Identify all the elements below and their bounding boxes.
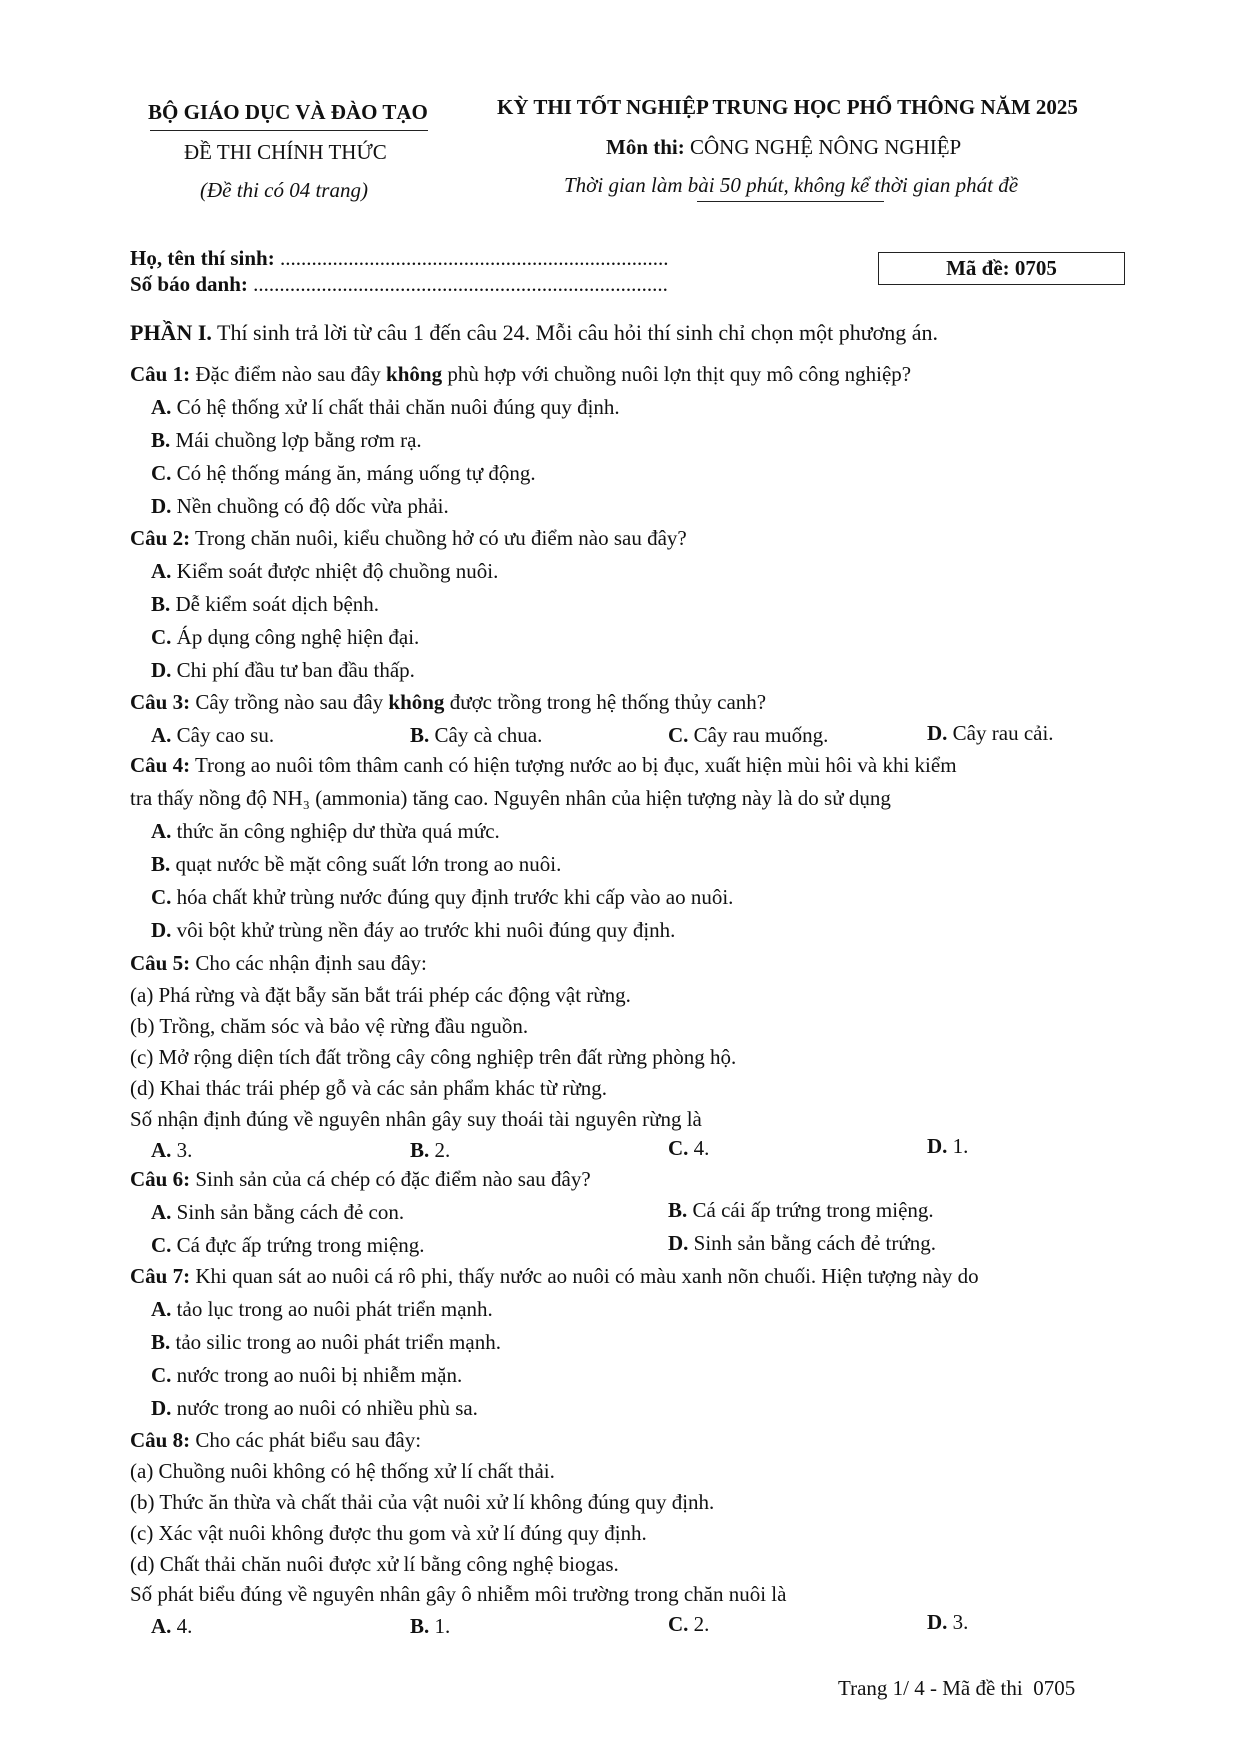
question-3 — [130, 690, 766, 715]
option-letter: D. — [151, 658, 172, 682]
option-letter: A. — [151, 395, 172, 419]
option-text: thức ăn công nghiệp dư thừa quá mức. — [176, 819, 500, 843]
option-text: tảo lục trong ao nuôi phát triển mạnh. — [176, 1297, 493, 1321]
option-text: Cây rau cải. — [952, 721, 1054, 745]
q3-option-d — [927, 721, 1054, 746]
q2-option-a — [151, 559, 498, 584]
question-label: Câu 1: — [130, 362, 191, 386]
option-text: nước trong ao nuôi bị nhiễm mặn. — [176, 1363, 463, 1387]
question-6 — [130, 1167, 591, 1192]
q8-option-a — [151, 1614, 192, 1639]
question-text: Cây trồng nào sau đây — [195, 690, 384, 714]
option-letter: A. — [151, 1297, 172, 1321]
exam-code-box — [878, 252, 1125, 285]
q6-option-c — [151, 1233, 425, 1258]
option-text: Mái chuồng lợp bằng rơm rạ. — [175, 428, 422, 452]
question-2 — [130, 526, 687, 551]
question-text: Khi quan sát ao nuôi cá rô phi, thấy nước ao nuôi có màu xanh nõn chuối. Hiện tượng này do — [195, 1264, 979, 1288]
q5-option-a — [151, 1138, 192, 1163]
option-text: 4. — [693, 1136, 710, 1160]
question-text: Cho các nhận định sau đây: — [195, 951, 427, 975]
q5-option-c — [668, 1136, 709, 1161]
option-letter: B. — [410, 1138, 430, 1162]
option-letter: D. — [668, 1231, 689, 1255]
question-label: Câu 6: — [130, 1167, 191, 1191]
question-text: Trong chăn nuôi, kiểu chuồng hở có ưu điểm nào sau đây? — [194, 526, 687, 550]
option-letter: C. — [151, 1233, 172, 1257]
exam-code-label: Mã đề: — [946, 256, 1010, 280]
q5-prompt: Số nhận định đúng về nguyên nhân gây suy thoái tài nguyên rừng là — [130, 1107, 702, 1131]
question-4-line2: tra thấy nồng độ NH₃ (ammonia) tăng cao. Nguyên nhân của hiện tượng này là do sử dụng — [130, 786, 891, 810]
candidate-id-dots: ............................................................................... — [253, 272, 668, 296]
question-5 — [130, 951, 427, 976]
option-text: 3. — [176, 1138, 193, 1162]
option-text: 1. — [434, 1614, 451, 1638]
q4-option-c — [151, 885, 733, 910]
option-text: hóa chất khử trùng nước đúng quy định trước khi cấp vào ao nuôi. — [176, 885, 734, 909]
option-letter: C. — [668, 1612, 689, 1636]
q7-option-c — [151, 1363, 462, 1388]
part1-heading — [130, 320, 938, 346]
question-label: Câu 8: — [130, 1428, 191, 1452]
option-text: 2. — [693, 1612, 710, 1636]
question-text: Đặc điểm nào sau đây — [195, 362, 381, 386]
question-label: Câu 2: — [130, 526, 191, 550]
exam-title: KỲ THI TỐT NGHIỆP TRUNG HỌC PHỔ THÔNG NĂM 2025 — [497, 95, 1078, 119]
option-letter: D. — [151, 918, 172, 942]
q8-option-d — [927, 1610, 968, 1635]
option-text: Chi phí đầu tư ban đầu thấp. — [176, 658, 415, 682]
q3-option-b — [410, 723, 542, 748]
option-letter: C. — [668, 1136, 689, 1160]
option-text: Kiểm soát được nhiệt độ chuồng nuôi. — [176, 559, 499, 583]
q1-option-d — [151, 494, 449, 519]
option-letter: B. — [151, 852, 171, 876]
option-letter: A. — [151, 723, 172, 747]
option-text: Cá đực ấp trứng trong miệng. — [176, 1233, 425, 1257]
option-letter: C. — [151, 625, 172, 649]
q8-prompt: Số phát biểu đúng về nguyên nhân gây ô nhiễm môi trường trong chăn nuôi là — [130, 1582, 787, 1606]
part1-title: PHẦN I. — [130, 320, 212, 345]
question-label: Câu 7: — [130, 1264, 191, 1288]
option-text: 4. — [176, 1614, 193, 1638]
q5-statement-a: (a) Phá rừng và đặt bẫy săn bắt trái phép các động vật rừng. — [130, 983, 631, 1007]
option-letter: D. — [927, 721, 948, 745]
question-text: phù hợp với chuồng nuôi lợn thịt quy mô công nghiệp? — [447, 362, 912, 386]
option-letter: B. — [410, 723, 430, 747]
option-text: Cá cái ấp trứng trong miệng. — [692, 1198, 934, 1222]
q4-option-d — [151, 918, 675, 943]
option-text: 1. — [952, 1134, 969, 1158]
q4-option-b — [151, 852, 561, 877]
q2-option-c — [151, 625, 419, 650]
option-letter: C. — [668, 723, 689, 747]
ministry-name: BỘ GIÁO DỤC VÀ ĐÀO TẠO — [148, 100, 428, 124]
option-text: Sinh sản bằng cách đẻ trứng. — [693, 1231, 936, 1255]
option-text: Cây cà chua. — [434, 723, 543, 747]
question-label: Câu 4: — [130, 753, 191, 777]
q1-option-c — [151, 461, 536, 486]
ministry-underline — [150, 130, 428, 131]
q4-option-a — [151, 819, 500, 844]
option-letter: B. — [151, 428, 171, 452]
official-label: ĐỀ THI CHÍNH THỨC — [184, 140, 387, 164]
candidate-name-dots: .......................................................................... — [279, 246, 669, 270]
option-letter: B. — [151, 592, 171, 616]
exam-code: 0705 — [1014, 256, 1057, 280]
q6-option-d — [668, 1231, 936, 1256]
question-text: Cho các phát biểu sau đây: — [195, 1428, 422, 1452]
q3-option-a — [151, 723, 274, 748]
option-letter: C. — [151, 885, 172, 909]
time-underline — [697, 201, 884, 202]
q8-statement-d: (d) Chất thải chăn nuôi được xử lí bằng công nghệ biogas. — [130, 1552, 619, 1576]
option-letter: D. — [927, 1610, 948, 1634]
question-1 — [130, 362, 911, 387]
footer-code: 0705 — [1033, 1676, 1076, 1700]
option-text: Cây rau muống. — [693, 723, 829, 747]
option-letter: A. — [151, 1200, 172, 1224]
question-7 — [130, 1264, 979, 1289]
q8-statement-a: (a) Chuồng nuôi không có hệ thống xử lí chất thải. — [130, 1459, 555, 1483]
option-text: nước trong ao nuôi có nhiều phù sa. — [176, 1396, 478, 1420]
question-text: Sinh sản của cá chép có đặc điểm nào sau đây? — [195, 1167, 591, 1191]
question-text: Trong ao nuôi tôm thâm canh có hiện tượng nước ao bị đục, xuất hiện mùi hôi và khi kiểm — [194, 753, 957, 777]
option-text: 2. — [434, 1138, 451, 1162]
time-note: Thời gian làm bài 50 phút, không kể thời gian phát đề — [564, 173, 1019, 197]
candidate-name-label: Họ, tên thí sinh: — [130, 246, 275, 270]
option-letter: C. — [151, 461, 172, 485]
option-letter: D. — [151, 494, 172, 518]
question-4 — [130, 753, 957, 778]
option-text: vôi bột khử trùng nền đáy ao trước khi nuôi đúng quy định. — [176, 918, 676, 942]
option-letter: A. — [151, 819, 172, 843]
q5-option-d — [927, 1134, 968, 1159]
option-letter: B. — [410, 1614, 430, 1638]
option-letter: D. — [151, 1396, 172, 1420]
option-letter: D. — [927, 1134, 948, 1158]
footer-page: Trang 1/ 4 - Mã đề thi — [838, 1676, 1023, 1700]
option-text: Nền chuồng có độ dốc vừa phải. — [176, 494, 449, 518]
option-letter: C. — [151, 1363, 172, 1387]
q6-option-a — [151, 1200, 404, 1225]
option-letter: B. — [151, 1330, 171, 1354]
subject-label: Môn thi: — [606, 135, 685, 159]
pages-note: (Đề thi có 04 trang) — [200, 178, 368, 202]
q5-statement-c: (c) Mở rộng diện tích đất trồng cây công nghiệp trên đất rừng phòng hộ. — [130, 1045, 737, 1069]
q6-option-b — [668, 1198, 934, 1223]
q3-option-c — [668, 723, 828, 748]
q7-option-b — [151, 1330, 501, 1355]
candidate-id-line — [130, 272, 668, 297]
page-footer — [838, 1676, 1075, 1701]
q7-option-d — [151, 1396, 478, 1421]
option-text: Sinh sản bằng cách đẻ con. — [176, 1200, 405, 1224]
q7-option-a — [151, 1297, 493, 1322]
q2-option-b — [151, 592, 379, 617]
q5-option-b — [410, 1138, 450, 1163]
option-text: 3. — [952, 1610, 969, 1634]
candidate-name-line — [130, 246, 668, 271]
question-label: Câu 3: — [130, 690, 191, 714]
q1-option-b — [151, 428, 422, 453]
option-letter: B. — [668, 1198, 688, 1222]
option-text: quạt nước bề mặt công suất lớn trong ao nuôi. — [175, 852, 562, 876]
question-emphasis: không — [388, 690, 445, 714]
option-text: tảo silic trong ao nuôi phát triển mạnh. — [175, 1330, 501, 1354]
option-letter: A. — [151, 1138, 172, 1162]
subject-line — [606, 135, 961, 160]
candidate-id-label: Số báo danh: — [130, 272, 248, 296]
option-letter: A. — [151, 559, 172, 583]
q8-statement-c: (c) Xác vật nuôi không được thu gom và xử lí đúng quy định. — [130, 1521, 647, 1545]
question-text: được trồng trong hệ thống thủy canh? — [449, 690, 767, 714]
q8-option-c — [668, 1612, 709, 1637]
q5-statement-b: (b) Trồng, chăm sóc và bảo vệ rừng đầu nguồn. — [130, 1014, 529, 1038]
q8-option-b — [410, 1614, 450, 1639]
option-text: Có hệ thống xử lí chất thải chăn nuôi đúng quy định. — [176, 395, 620, 419]
question-emphasis: không — [386, 362, 443, 386]
option-letter: A. — [151, 1614, 172, 1638]
option-text: Dễ kiểm soát dịch bệnh. — [175, 592, 380, 616]
option-text: Có hệ thống máng ăn, máng uống tự động. — [176, 461, 536, 485]
part1-text: Thí sinh trả lời từ câu 1 đến câu 24. Mỗi câu hỏi thí sinh chỉ chọn một phương án. — [217, 320, 939, 345]
q5-statement-d: (d) Khai thác trái phép gỗ và các sản phẩm khác từ rừng. — [130, 1076, 608, 1100]
q1-option-a — [151, 395, 620, 420]
q8-statement-b: (b) Thức ăn thừa và chất thải của vật nuôi xử lí không đúng quy định. — [130, 1490, 715, 1514]
question-label: Câu 5: — [130, 951, 191, 975]
option-text: Cây cao su. — [176, 723, 275, 747]
question-8 — [130, 1428, 421, 1453]
option-text: Áp dụng công nghệ hiện đại. — [176, 625, 420, 649]
subject-name: CÔNG NGHỆ NÔNG NGHIỆP — [690, 135, 962, 159]
q2-option-d — [151, 658, 415, 683]
